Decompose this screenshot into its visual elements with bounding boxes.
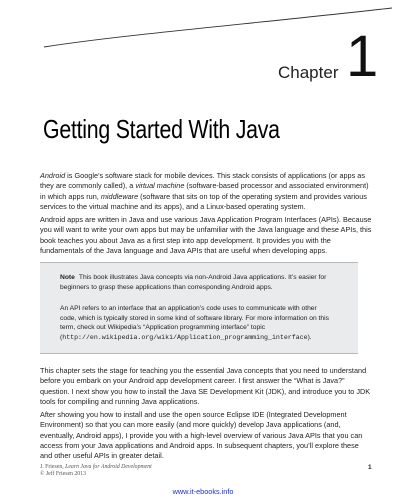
paragraph-apis: Android apps are written in Java and use various Java Application Program Interfaces (APIs). Because you will want to write your own apps but may be unfamiliar with the Java language and these APIs, this book teaches you about Java as a first step into app development. It provides you with the fundamentals of the Java language and Java APIs that are useful when developing apps.	[40, 215, 372, 255]
note-paragraph-1	[60, 273, 330, 292]
p1-text-1: is Google’s software stack for mobile devices. This stack consists of applications (or apps as they are commonly called), a	[40, 171, 366, 191]
note-paragraph-2	[60, 304, 330, 342]
footer-author: J. Friesen,	[40, 464, 66, 470]
em-virtual-machine: virtual machine	[135, 181, 185, 191]
page-number: 1	[368, 464, 372, 471]
note-box	[40, 262, 358, 354]
chapter-label: Chapter	[278, 63, 339, 82]
note-text-1: This book illustrates Java concepts via non-Android Java applications. It’s easier for beginners to grasp these applications than corresponding Android apps.	[60, 274, 327, 291]
footer-line-1	[40, 464, 380, 471]
wikipedia-url: http://en.wikipedia.org/wiki/Application_programming_interface	[62, 333, 308, 341]
note-text-2a: An API refers to an interface that an application’s code uses to communicate with other code, which is typically stored in some kind of software library. For more information on this term, check out Wikipedia’s “Application programming interface” topic (	[60, 305, 329, 341]
chapter-title: Getting Started With Java	[43, 114, 280, 144]
paragraph-eclipse: After showing you how to install and use the open source Eclipse IDE (Integrated Development Environment) so that you can more easily (and more quickly) develop Java applications (and, eventually, Android apps), I provide you with a high-level overview of various Java APIs that you can access from your Java applications and Android apps. In subsequent chapters, you’ll explore these and other useful APIs in greater detail.	[40, 410, 363, 461]
footer-citation	[40, 464, 380, 479]
footer-copyright: © Jeff Friesen 2013	[40, 471, 86, 478]
p1-text-3: (software that sits on top of the operating system and provides various services to the virtual machine and its apps), and a Linux-based operating system.	[40, 191, 367, 211]
site-link[interactable]: www.it-ebooks.info	[172, 487, 234, 496]
footer-book-title: Learn Java for Android Development	[65, 464, 152, 470]
em-android: Android	[40, 171, 66, 180]
note-text-2b: ).	[307, 333, 312, 341]
paragraph-intro	[40, 171, 372, 212]
p1-text-2: (software-based processor and associated environment) in which apps run,	[40, 181, 369, 201]
em-middleware: middleware	[100, 191, 139, 201]
chapter-number: 1	[346, 24, 379, 89]
note-label: Note	[60, 274, 75, 281]
paragraph-stage: This chapter sets the stage for teaching you the essential Java concepts that you need to understand before you embark on your Android app development career. I first answer the “What is Java?” question. I next show you how to install the Java SE Development Kit (JDK), and introduce you to JDK tools for compiling and running Java applications.	[40, 366, 371, 406]
